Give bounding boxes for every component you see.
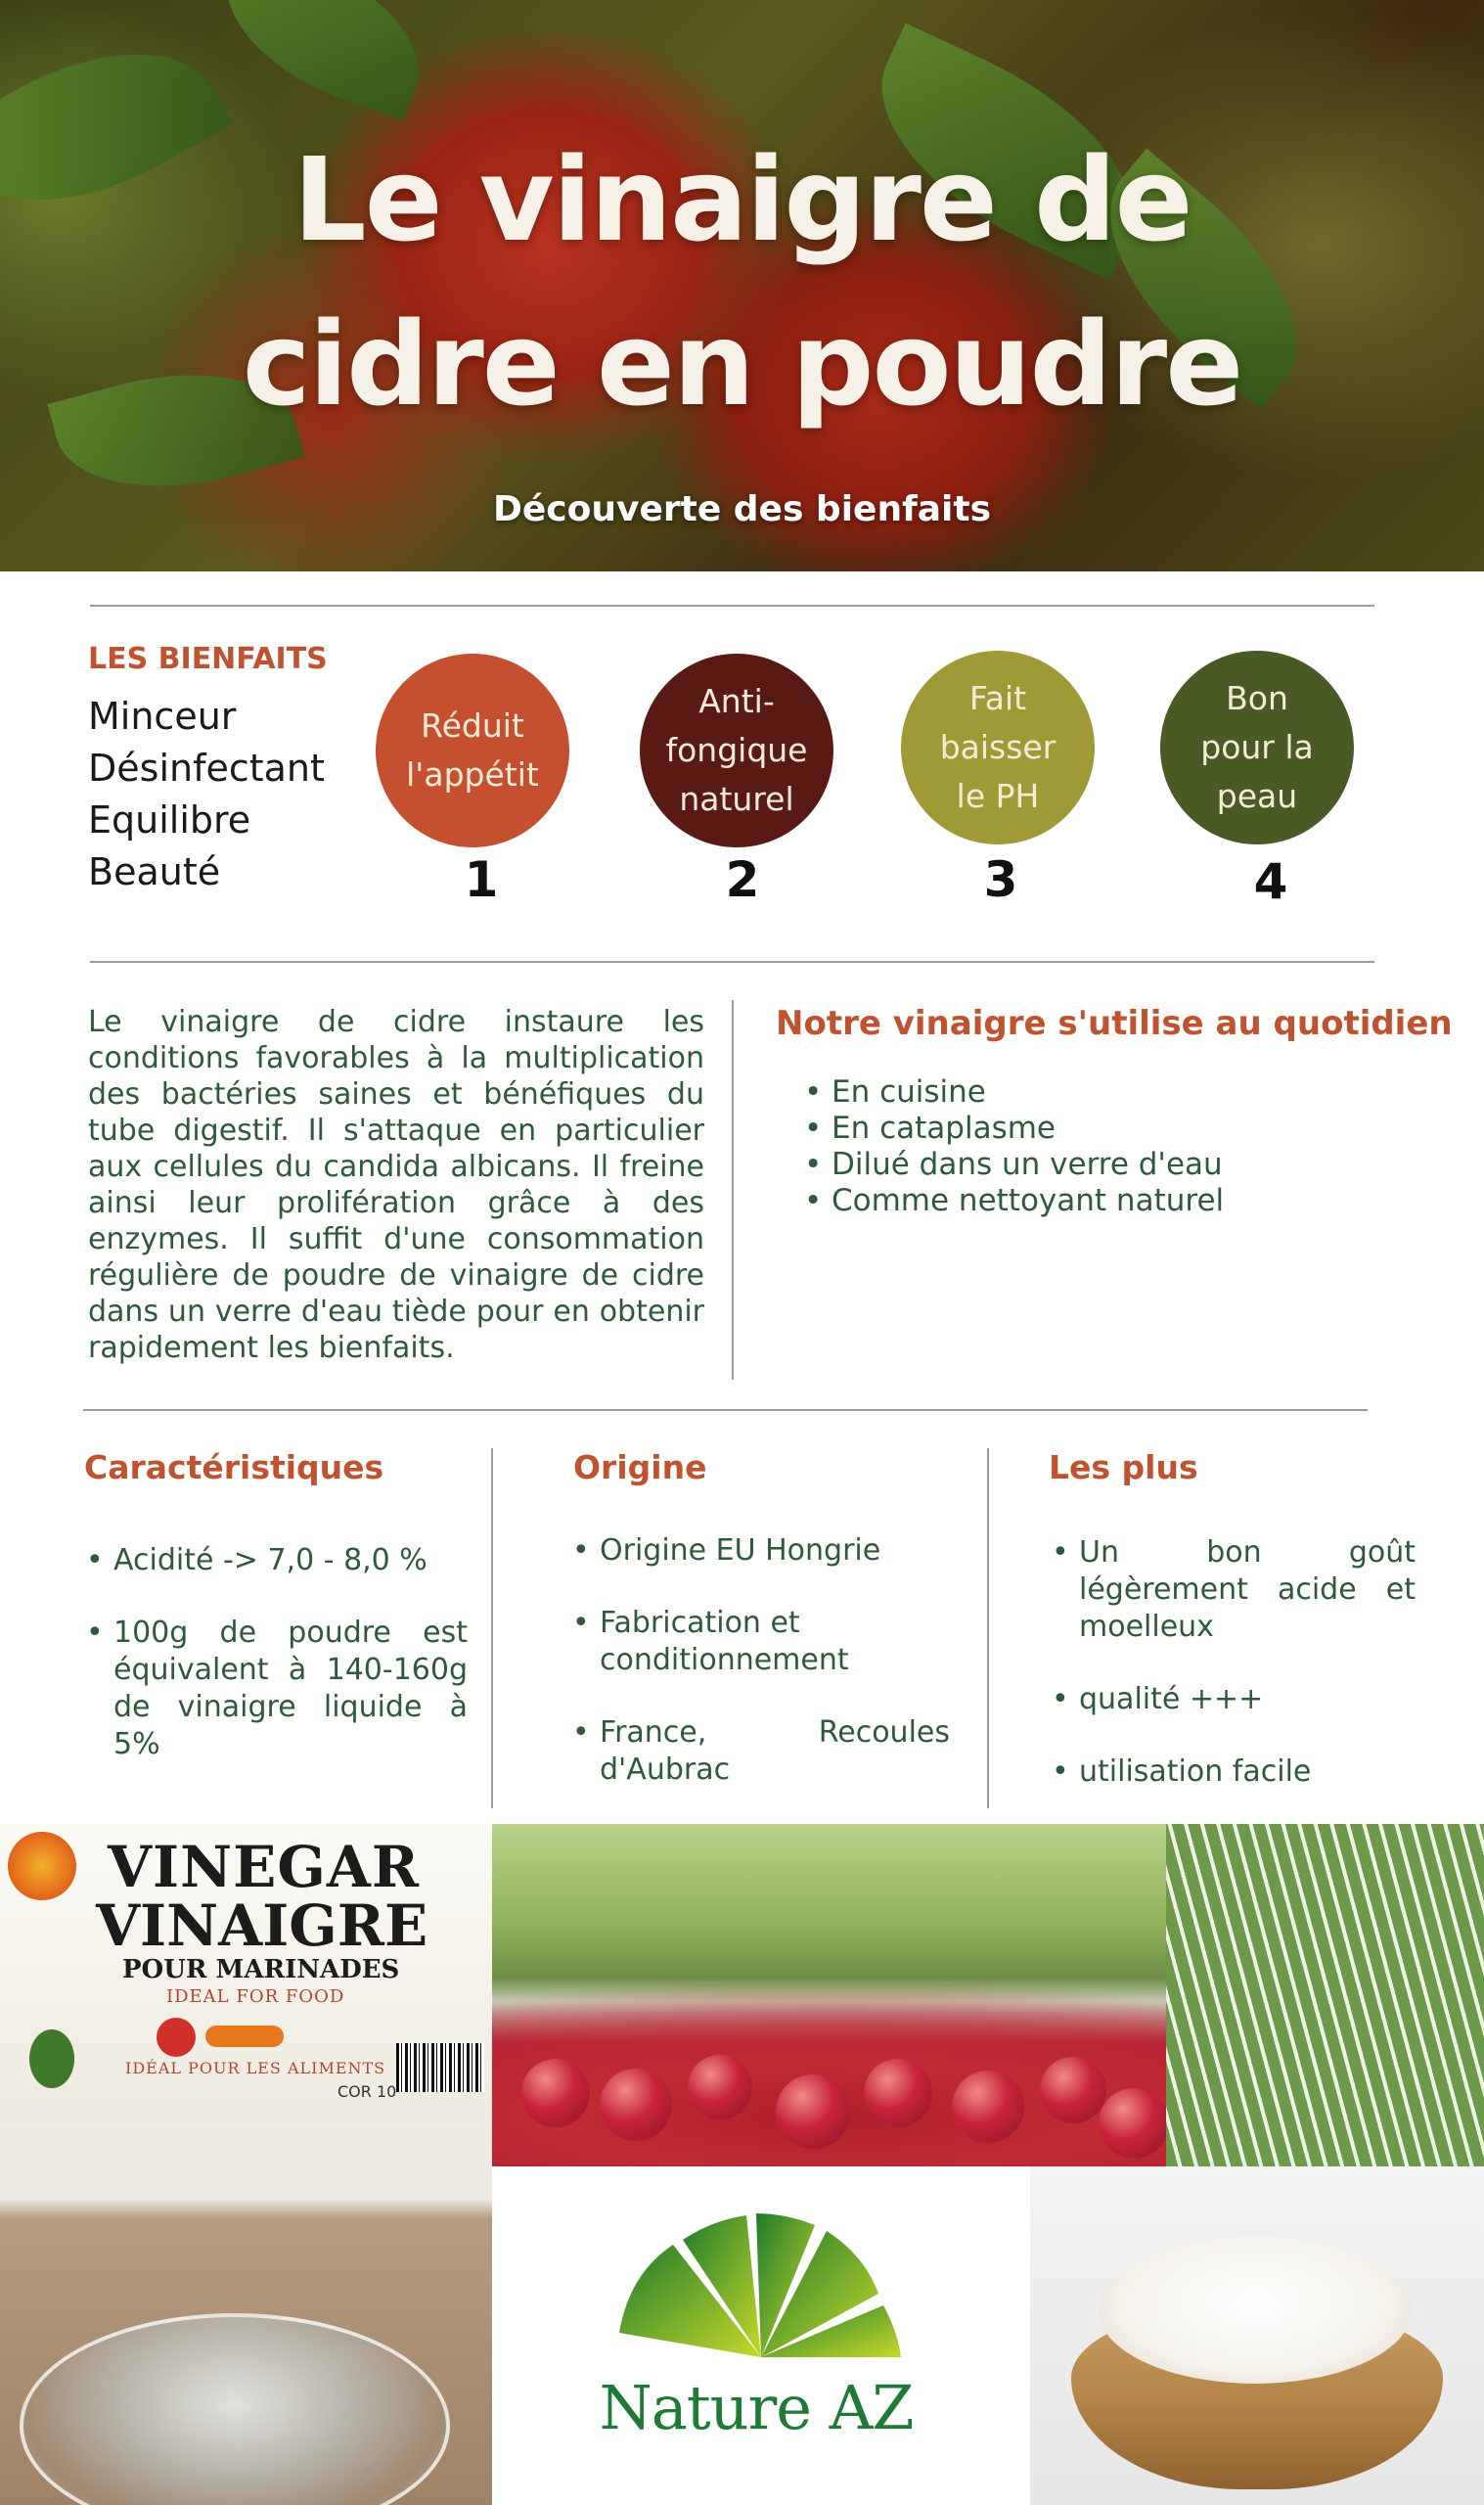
- vertical-divider: [987, 1448, 989, 1808]
- list-item: • En cataplasme: [804, 1111, 1224, 1147]
- label-text: VINEGAR: [108, 1834, 421, 1900]
- list-item: • Fabrication et conditionnement: [572, 1605, 866, 1679]
- apple-image: [1099, 2088, 1166, 2159]
- benefit-number: 1: [464, 851, 499, 908]
- apple-image: [1040, 2057, 1106, 2123]
- apple-image: [521, 2059, 590, 2127]
- circle-text: baisser: [939, 728, 1057, 766]
- list-item: • Acidité -> 7,0 - 8,0 %: [86, 1542, 468, 1579]
- circle-text: Bon: [1226, 679, 1288, 717]
- title-line-1: Le vinaigre de: [292, 132, 1192, 267]
- characteristics-heading: Caractéristiques: [84, 1448, 384, 1486]
- brand-logo: [492, 2166, 1030, 2505]
- characteristics-list: [86, 1542, 468, 1763]
- benefit-number: 4: [1253, 853, 1288, 910]
- tomato-image: [157, 2018, 196, 2057]
- plus-list: [1052, 1534, 1416, 1791]
- list-item: Désinfectant: [88, 747, 325, 790]
- origin-heading: Origine: [573, 1448, 707, 1486]
- list-item: • France, Recoules d'Aubrac: [572, 1714, 950, 1789]
- list-item: Minceur: [88, 695, 237, 738]
- circle-text: le PH: [956, 777, 1040, 815]
- circle-text: l'appétit: [406, 755, 539, 794]
- label-text: IDÉAL POUR LES ALIMENTS: [125, 2059, 386, 2077]
- benefit-circle-4: [1160, 651, 1354, 844]
- pepper-image: [29, 2029, 74, 2088]
- label-text: COR 10: [337, 2082, 397, 2101]
- apple-image: [776, 2074, 850, 2149]
- vinegar-label: [0, 1824, 492, 2118]
- list-item: • Comme nettoyant naturel: [804, 1183, 1224, 1219]
- green-wave-pattern: [1166, 1824, 1484, 2166]
- leaf-decoration: [202, 0, 444, 121]
- usage-heading: Notre vinaigre s'utilise au quotidien: [776, 1004, 1453, 1043]
- divider: [90, 961, 1374, 963]
- vertical-divider: [491, 1448, 493, 1808]
- apple-image: [688, 2055, 752, 2119]
- label-text: VINAIGRE: [96, 1892, 428, 1959]
- list-item: • qualité +++: [1052, 1681, 1416, 1718]
- carrot-image: [205, 2026, 284, 2047]
- benefits-heading: LES BIENFAITS: [88, 642, 328, 676]
- list-item: • Dilué dans un verre d'eau: [804, 1147, 1224, 1183]
- hero-banner: [0, 0, 1484, 571]
- label-text: POUR MARINADES: [122, 1955, 400, 1984]
- seal-icon: [8, 1832, 76, 1900]
- circle-text: Anti-: [698, 682, 775, 720]
- page-title: [0, 117, 1484, 446]
- benefit-number: 3: [983, 851, 1018, 908]
- circle-text: Réduit: [421, 706, 524, 745]
- circle-text: Fait: [968, 679, 1027, 717]
- list-item: Equilibre: [88, 798, 251, 842]
- list-item: Beauté: [88, 850, 221, 893]
- plus-heading: Les plus: [1049, 1448, 1198, 1486]
- apple-image: [600, 2069, 672, 2141]
- vertical-divider: [732, 1000, 734, 1380]
- title-line-2: cidre en poudre: [242, 296, 1242, 432]
- apple-image: [952, 2071, 1024, 2143]
- leaf-fan-icon: [492, 2186, 1030, 2401]
- list-item: • utilisation facile: [1052, 1754, 1416, 1791]
- list-item: • 100g de poudre est équivalent à 140-160g de vinaigre liquide à 5%: [86, 1615, 468, 1763]
- list-item: • En cuisine: [804, 1074, 1224, 1111]
- benefits-list: [88, 691, 325, 898]
- vinegar-bottle-photo: [0, 1824, 492, 2505]
- benefit-circle-2: [640, 654, 833, 847]
- list-item: • Un bon goût légèrement acide et moelleux: [1052, 1534, 1416, 1646]
- benefit-circle-1: [376, 654, 569, 847]
- usage-list: [804, 1074, 1224, 1219]
- page-subtitle: Découverte des bienfaits: [492, 489, 992, 529]
- apple-image: [864, 2059, 932, 2127]
- circle-text: pour la: [1200, 728, 1314, 766]
- label-text: IDEAL FOR FOOD: [166, 1986, 345, 2007]
- benefit-circle-3: [901, 651, 1095, 844]
- circle-text: peau: [1216, 777, 1298, 815]
- glass-bowl-image: [20, 2313, 450, 2505]
- divider: [90, 605, 1374, 607]
- divider: [83, 1409, 1368, 1411]
- benefit-number: 2: [725, 851, 760, 908]
- list-item: • Origine EU Hongrie: [572, 1532, 950, 1570]
- apple-harvest-photo: [492, 1824, 1166, 2166]
- description-paragraph: Le vinaigre de cidre instaure les conditions favorables à la multiplication des bactéries saines et bénéfiques du tube digestif. Il s'attaque en particulier aux cellules du candida albicans. Il freine ainsi leur prolifération grâce à des enzymes. Il suffit d'une consommation régulière de poudre de vinaigre de cidre dans un verre d'eau tiède pour en obtenir rapidement les bienfaits.: [88, 1005, 704, 1365]
- brand-name: Nature AZ: [599, 2372, 914, 2443]
- powder-bowl-photo: [1030, 2166, 1484, 2505]
- barcode: [396, 2043, 484, 2092]
- circle-text: fongique: [665, 731, 808, 769]
- circle-text: naturel: [679, 780, 794, 818]
- powder-image: [1099, 2237, 1412, 2384]
- origin-list: [572, 1532, 950, 1789]
